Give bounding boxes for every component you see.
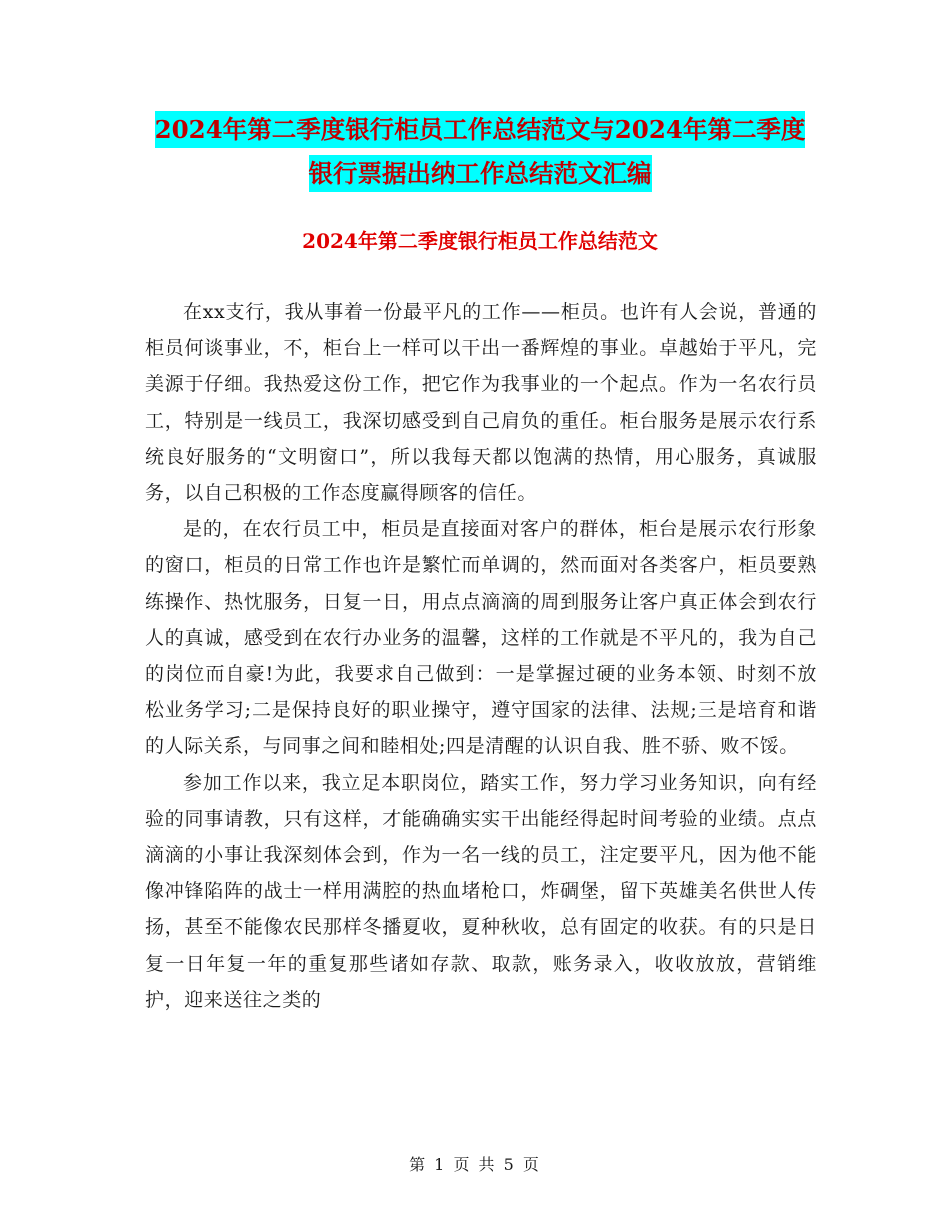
- paragraph-1: 在xx支行，我从事着一份最平凡的工作——柜员。也许有人会说，普通的柜员何谈事业，不，柜台上一样可以干出一番辉煌的事业。卓越始于平凡，完美源于仔细。我热爱这份工作，把它作为我事业的一个起点。作为一名农行员工，特别是一线员工，我深切感受到自己肩负的重任。柜台服务是展示农行系统良好服务的“文明窗口”，所以我每天都以饱满的热情，用心服务，真诚服务，以自己积极的工作态度赢得顾客的信任。: [145, 301, 817, 505]
- page-number-footer: 第 1 页 共 5 页: [409, 1155, 541, 1174]
- title-highlight: 2024年第二季度银行柜员工作总结范文与2024年第二季度银行票据出纳工作总结范文汇编: [155, 111, 806, 192]
- document-title: [145, 108, 815, 196]
- section-heading: 2024年第二季度银行柜员工作总结范文: [302, 229, 658, 253]
- body-text: [145, 294, 817, 1018]
- paragraph-3: 参加工作以来，我立足本职岗位，踏实工作，努力学习业务知识，向有经验的同事请教，只有这样，才能确确实实干出能经得起时间考验的业绩。点点滴滴的小事让我深刻体会到，作为一名一线的员工，注定要平凡，因为他不能像冲锋陷阵的战士一样用满腔的热血堵枪口，炸碉堡，留下英雄美名供世人传扬，甚至不能像农民那样冬播夏收，夏种秋收，总有固定的收获。有的只是日复一日年复一年的重复那些诸如存款、取款，账务录入，收收放放，营销维护，迎来送往之类的: [145, 771, 817, 1011]
- paragraph-2: 是的，在农行员工中，柜员是直接面对客户的群体，柜台是展示农行形象的窗口，柜员的日常工作也许是繁忙而单调的，然而面对各类客户，柜员要熟练操作、热忱服务，日复一日，用点点滴滴的周到服务让客户真正体会到农行人的真诚，感受到在农行办业务的温馨，这样的工作就是不平凡的，我为自己的岗位而自豪!为此，我要求自己做到：一是掌握过硬的业务本领、时刻不放松业务学习;二是保持良好的职业操守，遵守国家的法律、法规;三是培育和谐的人际关系，与同事之间和睦相处;四是清醒的认识自我、胜不骄、败不馁。: [145, 518, 817, 758]
